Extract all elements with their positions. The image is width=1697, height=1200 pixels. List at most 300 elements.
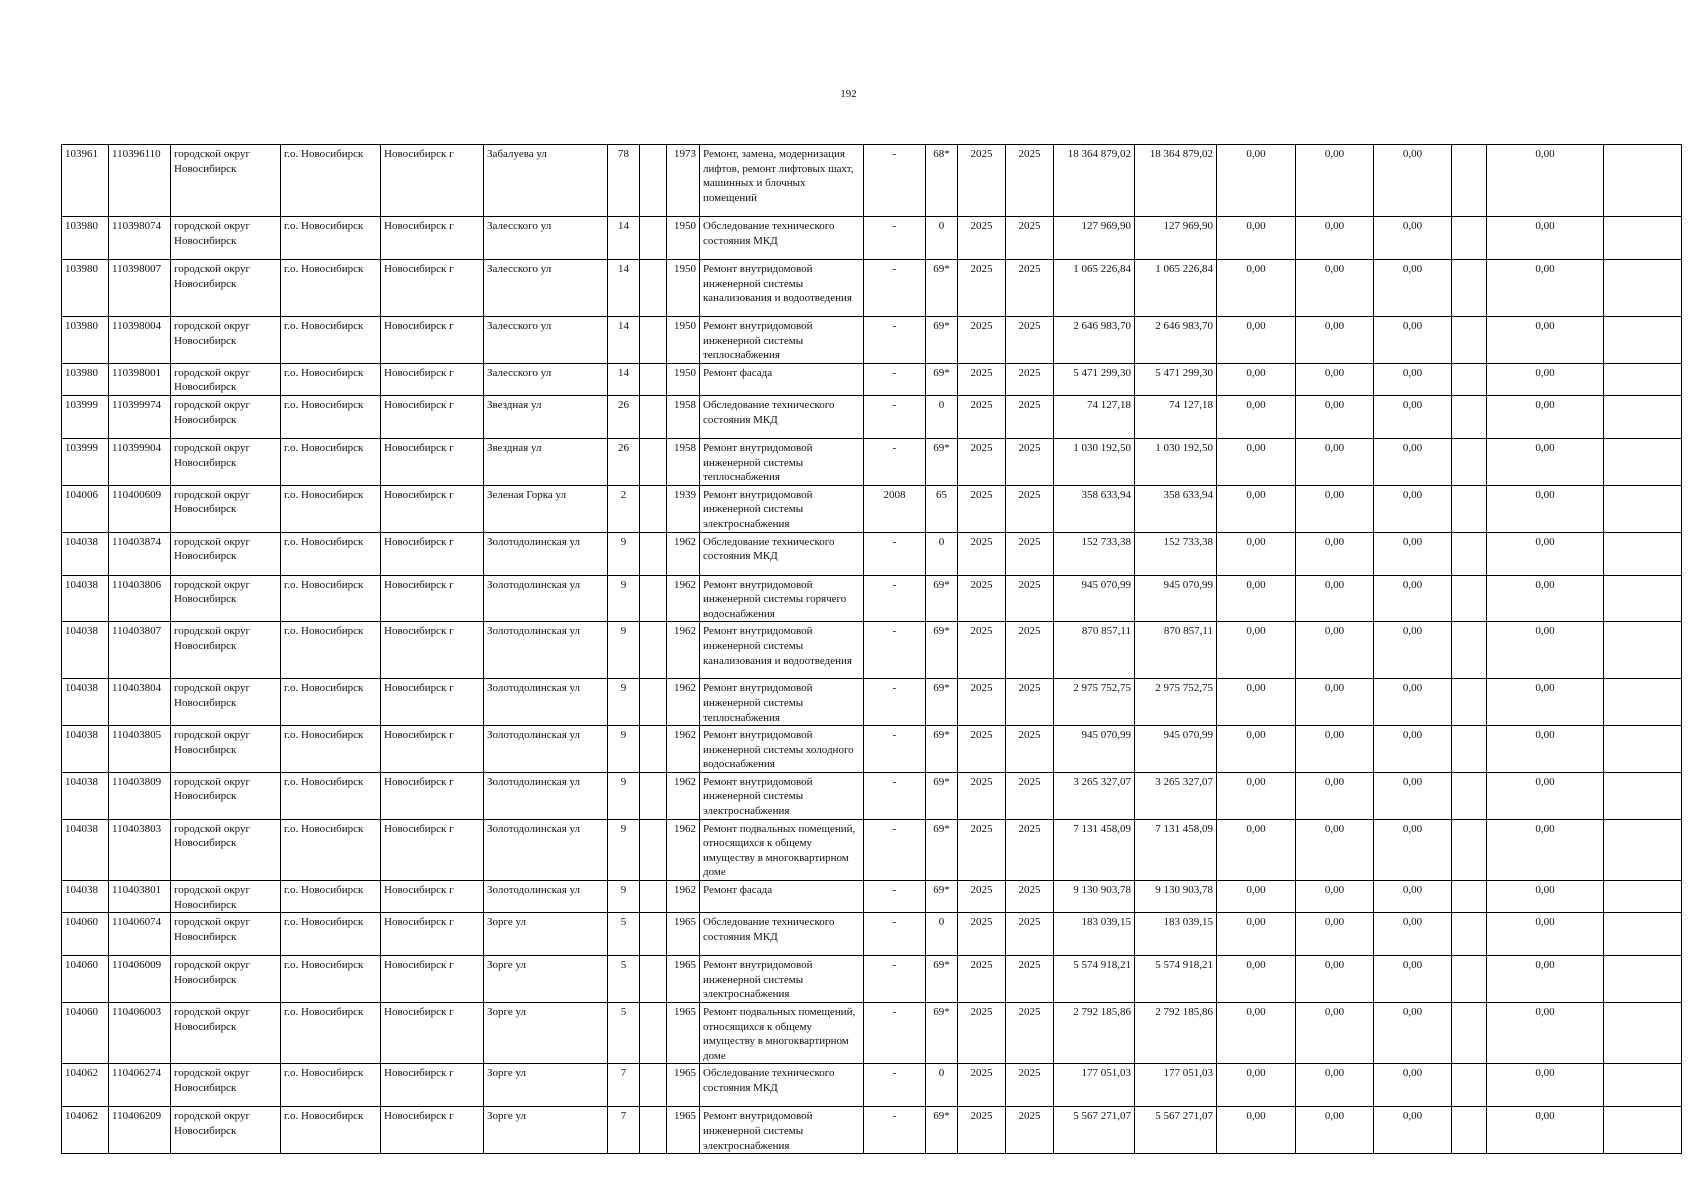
cell-house: 26 [608, 438, 640, 485]
cell-cost-b: 0,00 [1296, 145, 1374, 217]
cell-year-built: 1962 [667, 819, 700, 880]
cell-year-start: 2025 [958, 217, 1006, 260]
cell-settlement: Новосибирск г [381, 679, 484, 726]
cell-cost-d: 0,00 [1487, 956, 1604, 1003]
cell-cost-total: 74 127,18 [1054, 395, 1135, 438]
cell-cost-c: 0,00 [1374, 679, 1452, 726]
cell-wear: 69* [926, 726, 958, 773]
cell-year-start: 2025 [958, 1003, 1006, 1064]
cell-cost-fund: 18 364 879,02 [1135, 145, 1217, 217]
cell-extra-1 [1452, 622, 1487, 679]
cell-last-repair: - [864, 395, 926, 438]
cell-cost-total: 9 130 903,78 [1054, 881, 1135, 913]
table-row [62, 622, 1682, 679]
cell-id: 104038 [62, 726, 109, 773]
cell-wear: 65 [926, 485, 958, 532]
cell-cost-a: 0,00 [1217, 956, 1296, 1003]
cell-cost-d: 0,00 [1487, 532, 1604, 575]
cell-wear: 69* [926, 438, 958, 485]
cell-code: 110406009 [109, 956, 171, 1003]
table-row [62, 395, 1682, 438]
cell-wear: 69* [926, 317, 958, 364]
cell-wear: 69* [926, 1107, 958, 1154]
cell-cost-a: 0,00 [1217, 726, 1296, 773]
cell-wear: 69* [926, 956, 958, 1003]
cell-cost-total: 2 975 752,75 [1054, 679, 1135, 726]
cell-extra-1 [1452, 1064, 1487, 1107]
cell-cost-total: 5 574 918,21 [1054, 956, 1135, 1003]
cell-cost-b: 0,00 [1296, 819, 1374, 880]
cell-street: Золотодолинская ул [484, 679, 608, 726]
cell-cost-d: 0,00 [1487, 217, 1604, 260]
cell-municipality: г.о. Новосибирск [281, 1107, 381, 1154]
cell-work: Обследование технического состояния МКД [700, 395, 864, 438]
cell-wear: 69* [926, 772, 958, 819]
cell-cost-b: 0,00 [1296, 217, 1374, 260]
cell-id: 104038 [62, 679, 109, 726]
cell-cost-c: 0,00 [1374, 913, 1452, 956]
cell-wear: 69* [926, 622, 958, 679]
cell-extra-2 [1604, 438, 1682, 485]
cell-year-end: 2025 [1006, 881, 1054, 913]
cell-cost-c: 0,00 [1374, 575, 1452, 622]
cell-code: 110403803 [109, 819, 171, 880]
cell-house: 5 [608, 1003, 640, 1064]
cell-cost-a: 0,00 [1217, 622, 1296, 679]
cell-last-repair: - [864, 913, 926, 956]
cell-extra-1 [1452, 679, 1487, 726]
cell-code: 110406074 [109, 913, 171, 956]
cell-settlement: Новосибирск г [381, 1003, 484, 1064]
table-row [62, 260, 1682, 317]
cell-last-repair: - [864, 575, 926, 622]
cell-cost-b: 0,00 [1296, 532, 1374, 575]
table-row [62, 679, 1682, 726]
cell-settlement: Новосибирск г [381, 956, 484, 1003]
cell-cost-fund: 177 051,03 [1135, 1064, 1217, 1107]
cell-year-built: 1950 [667, 260, 700, 317]
cell-work: Ремонт внутридомовой инженерной системы теплоснабжения [700, 679, 864, 726]
cell-cost-c: 0,00 [1374, 622, 1452, 679]
cell-year-end: 2025 [1006, 575, 1054, 622]
cell-municipality: г.о. Новосибирск [281, 881, 381, 913]
cell-code: 110403807 [109, 622, 171, 679]
cell-code: 110396110 [109, 145, 171, 217]
cell-district: городской округ Новосибирск [171, 575, 281, 622]
cell-wear: 69* [926, 881, 958, 913]
cell-cost-c: 0,00 [1374, 532, 1452, 575]
cell-house: 9 [608, 622, 640, 679]
cell-last-repair: - [864, 726, 926, 773]
cell-id: 104062 [62, 1064, 109, 1107]
table-row [62, 317, 1682, 364]
cell-year-end: 2025 [1006, 1003, 1054, 1064]
cell-year-start: 2025 [958, 575, 1006, 622]
cell-work: Ремонт внутридомовой инженерной системы электроснабжения [700, 485, 864, 532]
cell-year-built: 1965 [667, 913, 700, 956]
cell-id: 103999 [62, 395, 109, 438]
cell-street: Зорге ул [484, 1003, 608, 1064]
cell-code: 110398007 [109, 260, 171, 317]
cell-cost-a: 0,00 [1217, 317, 1296, 364]
cell-cost-d: 0,00 [1487, 679, 1604, 726]
cell-extra-2 [1604, 881, 1682, 913]
cell-code: 110398004 [109, 317, 171, 364]
cell-cost-total: 177 051,03 [1054, 1064, 1135, 1107]
cell-id: 104038 [62, 575, 109, 622]
cell-cost-d: 0,00 [1487, 1107, 1604, 1154]
cell-year-end: 2025 [1006, 726, 1054, 773]
cell-district: городской округ Новосибирск [171, 395, 281, 438]
table-row [62, 217, 1682, 260]
cell-id: 103980 [62, 217, 109, 260]
cell-code: 110403874 [109, 532, 171, 575]
cell-municipality: г.о. Новосибирск [281, 1064, 381, 1107]
cell-extra-2 [1604, 217, 1682, 260]
cell-cost-d: 0,00 [1487, 317, 1604, 364]
cell-year-end: 2025 [1006, 217, 1054, 260]
cell-house: 7 [608, 1107, 640, 1154]
cell-cost-d: 0,00 [1487, 913, 1604, 956]
cell-street: Золотодолинская ул [484, 532, 608, 575]
cell-letter [640, 819, 667, 880]
cell-year-start: 2025 [958, 726, 1006, 773]
cell-year-built: 1962 [667, 881, 700, 913]
cell-cost-b: 0,00 [1296, 438, 1374, 485]
cell-wear: 69* [926, 1003, 958, 1064]
cell-cost-a: 0,00 [1217, 1064, 1296, 1107]
cell-year-built: 1965 [667, 1003, 700, 1064]
cell-work: Ремонт подвальных помещений, относящихся к общему имуществу в многоквартирном доме [700, 1003, 864, 1064]
cell-last-repair: - [864, 260, 926, 317]
cell-extra-2 [1604, 1064, 1682, 1107]
cell-extra-2 [1604, 363, 1682, 395]
cell-cost-total: 3 265 327,07 [1054, 772, 1135, 819]
cell-extra-1 [1452, 217, 1487, 260]
cell-street: Зорге ул [484, 1064, 608, 1107]
cell-street: Звездная ул [484, 395, 608, 438]
cell-extra-1 [1452, 956, 1487, 1003]
cell-code: 110406209 [109, 1107, 171, 1154]
table-row [62, 913, 1682, 956]
cell-year-start: 2025 [958, 956, 1006, 1003]
cell-work: Ремонт внутридомовой инженерной системы теплоснабжения [700, 438, 864, 485]
cell-last-repair: - [864, 956, 926, 1003]
cell-cost-a: 0,00 [1217, 217, 1296, 260]
cell-code: 110403809 [109, 772, 171, 819]
cell-extra-2 [1604, 532, 1682, 575]
cell-settlement: Новосибирск г [381, 819, 484, 880]
cell-cost-c: 0,00 [1374, 438, 1452, 485]
cell-year-built: 1965 [667, 956, 700, 1003]
cell-wear: 0 [926, 1064, 958, 1107]
table-row [62, 956, 1682, 1003]
cell-year-start: 2025 [958, 532, 1006, 575]
cell-house: 14 [608, 260, 640, 317]
cell-year-end: 2025 [1006, 956, 1054, 1003]
cell-house: 2 [608, 485, 640, 532]
cell-settlement: Новосибирск г [381, 395, 484, 438]
cell-last-repair: - [864, 622, 926, 679]
cell-municipality: г.о. Новосибирск [281, 679, 381, 726]
cell-cost-fund: 1 030 192,50 [1135, 438, 1217, 485]
cell-year-end: 2025 [1006, 622, 1054, 679]
cell-cost-fund: 945 070,99 [1135, 726, 1217, 773]
cell-id: 103980 [62, 363, 109, 395]
cell-letter [640, 575, 667, 622]
cell-work: Ремонт внутридомовой инженерной системы горячего водоснабжения [700, 575, 864, 622]
cell-work: Обследование технического состояния МКД [700, 1064, 864, 1107]
cell-street: Зорге ул [484, 913, 608, 956]
cell-district: городской округ Новосибирск [171, 1064, 281, 1107]
cell-cost-total: 5 567 271,07 [1054, 1107, 1135, 1154]
cell-letter [640, 317, 667, 364]
cell-settlement: Новосибирск г [381, 532, 484, 575]
cell-cost-total: 358 633,94 [1054, 485, 1135, 532]
cell-municipality: г.о. Новосибирск [281, 217, 381, 260]
cell-street: Зеленая Горка ул [484, 485, 608, 532]
cell-extra-2 [1604, 622, 1682, 679]
cell-settlement: Новосибирск г [381, 438, 484, 485]
cell-municipality: г.о. Новосибирск [281, 485, 381, 532]
cell-year-built: 1950 [667, 217, 700, 260]
cell-wear: 69* [926, 819, 958, 880]
cell-settlement: Новосибирск г [381, 485, 484, 532]
cell-wear: 69* [926, 363, 958, 395]
cell-year-end: 2025 [1006, 395, 1054, 438]
cell-cost-d: 0,00 [1487, 881, 1604, 913]
cell-street: Залесского ул [484, 217, 608, 260]
cell-cost-a: 0,00 [1217, 913, 1296, 956]
cell-year-built: 1962 [667, 679, 700, 726]
cell-cost-total: 1 030 192,50 [1054, 438, 1135, 485]
cell-work: Ремонт фасада [700, 363, 864, 395]
cell-last-repair: 2008 [864, 485, 926, 532]
cell-cost-total: 127 969,90 [1054, 217, 1135, 260]
cell-cost-d: 0,00 [1487, 438, 1604, 485]
cell-last-repair: - [864, 145, 926, 217]
cell-extra-2 [1604, 395, 1682, 438]
cell-wear: 0 [926, 532, 958, 575]
cell-work: Ремонт фасада [700, 881, 864, 913]
cell-district: городской округ Новосибирск [171, 485, 281, 532]
cell-year-built: 1939 [667, 485, 700, 532]
cell-cost-fund: 74 127,18 [1135, 395, 1217, 438]
cell-year-end: 2025 [1006, 913, 1054, 956]
cell-letter [640, 1107, 667, 1154]
cell-letter [640, 485, 667, 532]
cell-settlement: Новосибирск г [381, 772, 484, 819]
cell-extra-2 [1604, 679, 1682, 726]
cell-year-start: 2025 [958, 363, 1006, 395]
cell-settlement: Новосибирск г [381, 881, 484, 913]
cell-year-built: 1962 [667, 532, 700, 575]
cell-cost-fund: 2 646 983,70 [1135, 317, 1217, 364]
cell-cost-a: 0,00 [1217, 679, 1296, 726]
cell-settlement: Новосибирск г [381, 622, 484, 679]
cell-id: 104038 [62, 772, 109, 819]
table-row [62, 1107, 1682, 1154]
cell-work: Обследование технического состояния МКД [700, 217, 864, 260]
cell-settlement: Новосибирск г [381, 575, 484, 622]
cell-year-start: 2025 [958, 622, 1006, 679]
table-row [62, 145, 1682, 217]
cell-cost-c: 0,00 [1374, 772, 1452, 819]
cell-cost-d: 0,00 [1487, 819, 1604, 880]
cell-id: 104006 [62, 485, 109, 532]
cell-settlement: Новосибирск г [381, 726, 484, 773]
cell-district: городской округ Новосибирск [171, 913, 281, 956]
cell-extra-1 [1452, 395, 1487, 438]
cell-cost-c: 0,00 [1374, 819, 1452, 880]
cell-cost-b: 0,00 [1296, 575, 1374, 622]
cell-wear: 69* [926, 575, 958, 622]
cell-cost-b: 0,00 [1296, 1064, 1374, 1107]
cell-year-built: 1950 [667, 363, 700, 395]
cell-work: Ремонт, замена, модернизация лифтов, ремонт лифтовых шахт, машинных и блочных помещений [700, 145, 864, 217]
cell-cost-c: 0,00 [1374, 1064, 1452, 1107]
cell-cost-b: 0,00 [1296, 260, 1374, 317]
cell-code: 110406003 [109, 1003, 171, 1064]
cell-code: 110403806 [109, 575, 171, 622]
cell-letter [640, 881, 667, 913]
cell-cost-d: 0,00 [1487, 363, 1604, 395]
cell-cost-total: 152 733,38 [1054, 532, 1135, 575]
cell-code: 110406274 [109, 1064, 171, 1107]
page-number: 192 [840, 88, 857, 100]
cell-cost-total: 1 065 226,84 [1054, 260, 1135, 317]
cell-district: городской округ Новосибирск [171, 363, 281, 395]
cell-year-end: 2025 [1006, 772, 1054, 819]
cell-cost-fund: 5 471 299,30 [1135, 363, 1217, 395]
cell-extra-2 [1604, 145, 1682, 217]
cell-extra-2 [1604, 485, 1682, 532]
cell-extra-1 [1452, 881, 1487, 913]
cell-cost-d: 0,00 [1487, 395, 1604, 438]
cell-street: Золотодолинская ул [484, 622, 608, 679]
cell-extra-2 [1604, 260, 1682, 317]
cell-year-built: 1962 [667, 726, 700, 773]
cell-extra-1 [1452, 772, 1487, 819]
cell-settlement: Новосибирск г [381, 317, 484, 364]
cell-year-end: 2025 [1006, 260, 1054, 317]
cell-year-end: 2025 [1006, 819, 1054, 880]
table-row [62, 726, 1682, 773]
cell-house: 9 [608, 881, 640, 913]
cell-year-start: 2025 [958, 317, 1006, 364]
cell-district: городской округ Новосибирск [171, 679, 281, 726]
cell-extra-1 [1452, 819, 1487, 880]
cell-street: Звездная ул [484, 438, 608, 485]
cell-cost-b: 0,00 [1296, 956, 1374, 1003]
table-body [62, 145, 1682, 1154]
cell-settlement: Новосибирск г [381, 260, 484, 317]
cell-cost-d: 0,00 [1487, 1003, 1604, 1064]
cell-year-start: 2025 [958, 438, 1006, 485]
table-row [62, 532, 1682, 575]
cell-house: 9 [608, 679, 640, 726]
cell-year-start: 2025 [958, 485, 1006, 532]
cell-cost-c: 0,00 [1374, 881, 1452, 913]
cell-extra-1 [1452, 575, 1487, 622]
cell-year-end: 2025 [1006, 1064, 1054, 1107]
cell-extra-2 [1604, 726, 1682, 773]
cell-district: городской округ Новосибирск [171, 217, 281, 260]
table-row [62, 363, 1682, 395]
cell-cost-b: 0,00 [1296, 622, 1374, 679]
cell-cost-fund: 358 633,94 [1135, 485, 1217, 532]
cell-cost-fund: 5 574 918,21 [1135, 956, 1217, 1003]
cell-letter [640, 145, 667, 217]
cell-last-repair: - [864, 438, 926, 485]
cell-id: 104038 [62, 622, 109, 679]
cell-cost-d: 0,00 [1487, 485, 1604, 532]
cell-cost-a: 0,00 [1217, 485, 1296, 532]
cell-work: Ремонт внутридомовой инженерной системы канализования и водоотведения [700, 622, 864, 679]
cell-cost-d: 0,00 [1487, 575, 1604, 622]
cell-cost-total: 2 792 185,86 [1054, 1003, 1135, 1064]
cell-street: Забалуева ул [484, 145, 608, 217]
cell-year-start: 2025 [958, 881, 1006, 913]
cell-year-built: 1965 [667, 1107, 700, 1154]
cell-year-built: 1958 [667, 438, 700, 485]
cell-street: Зорге ул [484, 956, 608, 1003]
cell-code: 110399904 [109, 438, 171, 485]
cell-street: Золотодолинская ул [484, 819, 608, 880]
cell-settlement: Новосибирск г [381, 217, 484, 260]
cell-id: 103980 [62, 260, 109, 317]
cell-year-end: 2025 [1006, 679, 1054, 726]
cell-cost-b: 0,00 [1296, 363, 1374, 395]
cell-extra-2 [1604, 772, 1682, 819]
cell-municipality: г.о. Новосибирск [281, 913, 381, 956]
cell-year-end: 2025 [1006, 317, 1054, 364]
cell-cost-a: 0,00 [1217, 532, 1296, 575]
cell-cost-b: 0,00 [1296, 485, 1374, 532]
cell-municipality: г.о. Новосибирск [281, 726, 381, 773]
cell-street: Золотодолинская ул [484, 881, 608, 913]
cell-year-built: 1962 [667, 575, 700, 622]
cell-house: 5 [608, 956, 640, 1003]
cell-municipality: г.о. Новосибирск [281, 772, 381, 819]
table-row [62, 881, 1682, 913]
cell-street: Залесского ул [484, 260, 608, 317]
cell-id: 104038 [62, 819, 109, 880]
cell-settlement: Новосибирск г [381, 145, 484, 217]
cell-code: 110399974 [109, 395, 171, 438]
cell-cost-c: 0,00 [1374, 485, 1452, 532]
cell-letter [640, 1003, 667, 1064]
cell-municipality: г.о. Новосибирск [281, 1003, 381, 1064]
cell-year-start: 2025 [958, 1107, 1006, 1154]
cell-municipality: г.о. Новосибирск [281, 260, 381, 317]
cell-wear: 0 [926, 913, 958, 956]
table-row [62, 1064, 1682, 1107]
cell-wear: 69* [926, 679, 958, 726]
cell-extra-2 [1604, 1003, 1682, 1064]
cell-year-end: 2025 [1006, 145, 1054, 217]
cell-year-start: 2025 [958, 819, 1006, 880]
cell-house: 14 [608, 217, 640, 260]
cell-wear: 68* [926, 145, 958, 217]
cell-cost-d: 0,00 [1487, 260, 1604, 317]
cell-cost-fund: 152 733,38 [1135, 532, 1217, 575]
cell-last-repair: - [864, 772, 926, 819]
cell-year-start: 2025 [958, 395, 1006, 438]
cell-cost-d: 0,00 [1487, 145, 1604, 217]
cell-work: Ремонт внутридомовой инженерной системы теплоснабжения [700, 317, 864, 364]
cell-cost-a: 0,00 [1217, 575, 1296, 622]
